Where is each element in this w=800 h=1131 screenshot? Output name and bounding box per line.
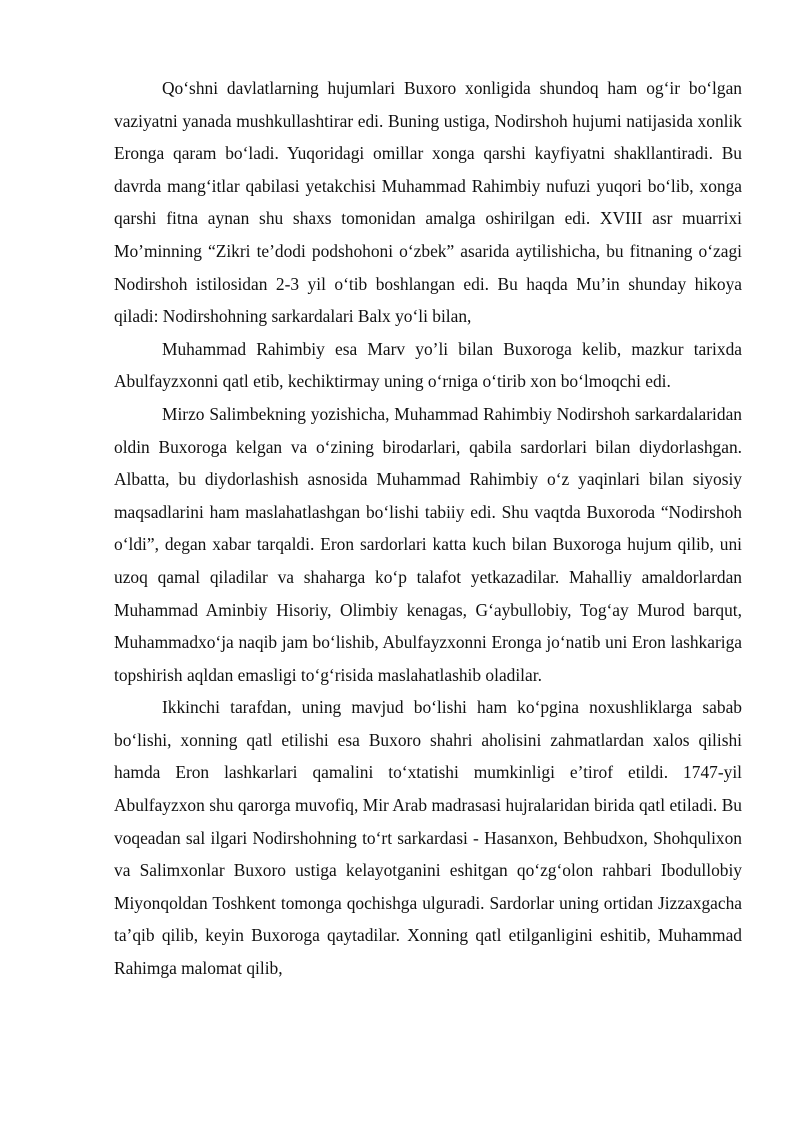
paragraph-4: Ikkinchi tarafdan, uning mavjud bo‘lishi ham ko‘pgina noxushliklarga sabab bo‘lishi, xonning qatl etilishi esa Buxoro shahri aholisini zahmatlardan xalos qilishi hamda Eron lashkarlari qamalini to‘xtatishi mumkinligi e’tirof etildi. 1747-yil Abulfayzxon shu qarorga muvofiq, Mir Arab madrasasi hujralaridan birida qatl etiladi. Bu voqeadan sal ilgari Nodirshohning to‘rt sarkardasi - Hasanxon, Behbudxon, Shohqulixon va Salimxonlar Buxoro ustiga kelayotganini eshitgan qo‘zg‘olon rahbari Ibodullobiy Miyonqoldan Toshkent tomonga qochishga ulguradi. Sardorlar uning ortidan Jizzaxgacha ta’qib qilib, keyin Buxoroga qaytadilar. Xonning qatl etilganligini eshitib, Muhammad Rahimga malomat qilib, [114,697,742,979]
paragraph-2: Muhammad Rahimbiy esa Marv yo’li bilan Buxoroga kelib, mazkur tarixda Abulfayzxonni qatl etib, kechiktirmay uning o‘rniga o‘tirib xon bo‘lmoqchi edi. [114,338,742,392]
paragraph-3: Mirzo Salimbekning yozishicha, Muhammad Rahimbiy Nodirshoh sarkardalaridan oldin Buxoroga kelgan va o‘zining birodarlari, qabila sardorlari bilan diydorlashgan. Albatta, bu diydorlashish asnosida Muhammad Rahimbiy o‘z yaqinlari bilan siyosiy maqsadlarini ham maslahatlashgan bo‘lishi tabiiy edi. Shu vaqtda Buxoroda “Nodirshoh o‘ldi”, degan xabar tarqaldi. Eron sardorlari katta kuch bilan Buxoroga hujum qilib, uni uzoq qamal qiladilar va shaharga ko‘p talafot yetkazadilar. Mahalliy amaldorlardan Muhammad Aminbiy Hisoriy, Olimbiy kenagas, G‘aybullobiy, Tog‘ay Murod barqut, Muhammadxo‘ja naqib jam bo‘lishib, Abulfayzxonni Eronga jo‘natib uni Eron lashkariga topshirish aqldan emasligi to‘g‘risida maslahatlashib oladilar. [114,403,742,685]
document-page [114,72,742,985]
paragraph-1: Qo‘shni davlatlarning hujumlari Buxoro xonligida shundoq ham og‘ir bo‘lgan vaziyatni yanada mushkullashtirar edi. Buning ustiga, Nodirshoh hujumi natijasida xonlik Eronga qaram bo‘ladi. Yuqoridagi omillar xonga qarshi kayfiyatni shakllantiradi. Bu davrda mang‘itlar qabilasi yetakchisi Muhammad Rahimbiy nufuzi yuqori bo‘lib, xonga qarshi fitna aynan shu shaxs tomonidan amalga oshirilgan edi. XVIII asr muarrixi Mo’minning “Zikri te’dodi podshohoni o‘zbek” asarida aytilishicha, bu fitnaning o‘zagi Nodirshoh istilosidan 2-3 yil o‘tib boshlangan edi. Bu haqda Mu’in shunday hikoya qiladi: Nodirshohning sarkardalari Balx yo‘li bilan, [114,78,742,327]
